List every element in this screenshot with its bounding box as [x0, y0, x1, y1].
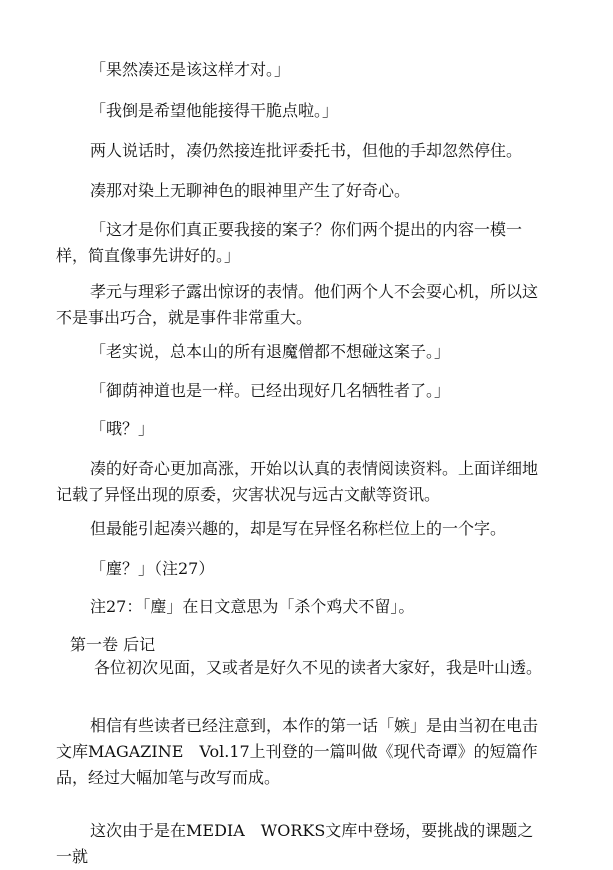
- paragraph: 凑的好奇心更加高涨，开始以认真的表情阅读资料。上面详细地记载了异怪出现的原委，灾害状况与远古文献等资讯。: [56, 459, 539, 504]
- paragraph: 「麈？」（注27）: [90, 559, 215, 578]
- section-heading: 第一卷 后记: [70, 635, 156, 654]
- paragraph: 这次由于是在MEDIA WORKS文库中登场，要挑战的课题之一就: [56, 821, 534, 866]
- paragraph: 「果然凑还是该这样才对。」: [90, 60, 291, 79]
- paragraph: 孝元与理彩子露出惊讶的表情。他们两个人不会耍心机，所以这不是事出巧合，就是事件非常重大。: [56, 282, 539, 327]
- paragraph: 「老实说，总本山的所有退魔僧都不想碰这案子。」: [90, 342, 451, 361]
- paragraph: 两人说话时，凑仍然接连批评委托书，但他的手却忽然停住。: [90, 141, 523, 160]
- footnote: 注27：「麈」在日文意思为「杀个鸡犬不留」。: [90, 597, 415, 616]
- paragraph: 「御荫神道也是一样。已经出现好几名牺牲者了。」: [90, 381, 451, 400]
- paragraph: 相信有些读者已经注意到，本作的第一话「嫉」是由当初在电击文库MAGAZINE Vol.17上刊登的一篇叫做《现代奇谭》的短篇作品，经过大幅加笔与改写而成。: [56, 716, 539, 787]
- paragraph: 「我倒是希望他能接得干脆点啦。」: [90, 101, 339, 120]
- paragraph: 「哦？」: [90, 419, 155, 438]
- paragraph: 各位初次见面，又或者是好久不见的读者大家好，我是叶山透。: [94, 658, 543, 677]
- paragraph: 「这才是你们真正要我接的案子？你们两个提出的内容一模一样，简直像事先讲好的。」: [56, 220, 523, 265]
- paragraph: 但最能引起凑兴趣的，却是写在异怪名称栏位上的一个字。: [90, 519, 507, 538]
- paragraph: 凑那对染上无聊神色的眼神里产生了好奇心。: [90, 181, 411, 200]
